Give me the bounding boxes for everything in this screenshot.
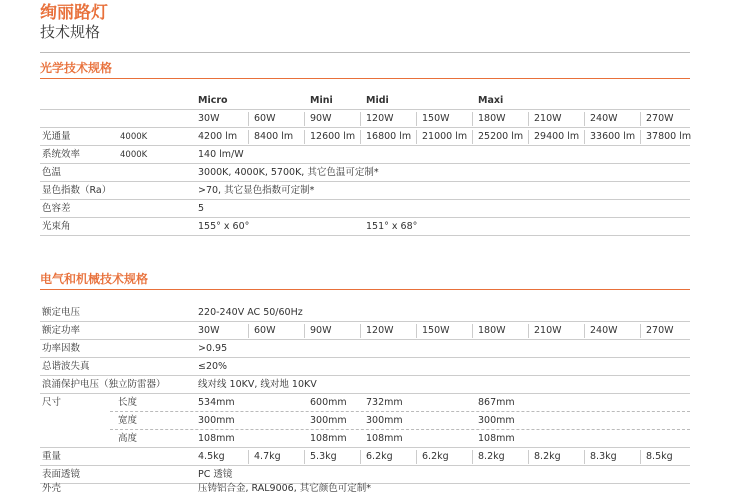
divider <box>304 450 305 464</box>
weight-60w: 4.7kg <box>254 451 281 462</box>
flux-condition: 4000K <box>120 132 148 142</box>
housing-row <box>40 480 690 498</box>
size-height-label: 高度 <box>118 433 138 444</box>
group-mini: Mini <box>310 95 333 106</box>
power-header-150w: 150W <box>422 113 450 124</box>
length-midi: 732mm <box>366 397 403 408</box>
surge-row <box>40 376 690 394</box>
divider <box>304 130 305 144</box>
cct-row <box>40 164 690 182</box>
divider <box>416 112 417 126</box>
thd-value: ≤20% <box>198 361 228 372</box>
divider <box>640 450 641 464</box>
divider <box>640 130 641 144</box>
page-subtitle: 技术规格 <box>40 23 101 41</box>
beam-angle-label: 光束角 <box>42 221 71 232</box>
weight-240w: 8.3kg <box>590 451 617 462</box>
power-header-180w: 180W <box>478 113 506 124</box>
weight-270w: 8.5kg <box>646 451 673 462</box>
lens-value: PC 透镜 <box>198 469 233 480</box>
voltage-value: 220-240V AC 50/60Hz <box>198 307 303 318</box>
power-header-120w: 120W <box>366 113 394 124</box>
divider <box>248 130 249 144</box>
power-factor-value: >0.95 <box>198 343 228 354</box>
size-length-label: 长度 <box>118 397 138 408</box>
power-factor-label: 功率因数 <box>42 343 81 354</box>
divider <box>472 112 473 126</box>
flux-30w: 4200 lm <box>198 131 238 142</box>
rated-power-row <box>40 322 690 340</box>
size-length-row <box>110 394 690 412</box>
voltage-row <box>40 304 690 322</box>
divider <box>304 324 305 338</box>
length-micro: 534mm <box>198 397 235 408</box>
rated-power-120w: 120W <box>366 325 394 336</box>
efficacy-label: 系统效率 <box>42 149 81 160</box>
height-maxi: 108mm <box>478 433 515 444</box>
sdcm-row <box>40 200 690 218</box>
cri-value: >70, 其它显色指数可定制* <box>198 185 315 196</box>
height-mini: 108mm <box>310 433 347 444</box>
divider <box>472 130 473 144</box>
cct-value: 3000K, 4000K, 5700K, 其它色温可定制* <box>198 167 379 178</box>
size-label: 尺寸 <box>42 397 62 408</box>
flux-240w: 33600 lm <box>590 131 636 142</box>
sdcm-label: 色容差 <box>42 203 71 214</box>
weight-30w: 4.5kg <box>198 451 225 462</box>
weight-90w: 5.3kg <box>310 451 337 462</box>
divider <box>248 450 249 464</box>
rated-power-label: 额定功率 <box>42 325 81 336</box>
rated-power-240w: 240W <box>590 325 618 336</box>
width-maxi: 300mm <box>478 415 515 426</box>
flux-180w: 25200 lm <box>478 131 524 142</box>
weight-row <box>40 448 690 466</box>
flux-row <box>40 128 690 146</box>
electrical-section-title: 电气和机械技术规格 <box>40 272 149 286</box>
beam-angle-midi-maxi: 151° x 68° <box>366 221 418 232</box>
width-mini: 300mm <box>310 415 347 426</box>
weight-120w: 6.2kg <box>366 451 393 462</box>
rated-power-90w: 90W <box>310 325 332 336</box>
group-midi: Midi <box>366 95 389 106</box>
rated-power-180w: 180W <box>478 325 506 336</box>
divider <box>360 112 361 126</box>
lens-label: 表面透镜 <box>42 469 81 480</box>
optical-power-row <box>40 110 690 128</box>
power-header-270w: 270W <box>646 113 674 124</box>
divider <box>416 324 417 338</box>
divider <box>304 112 305 126</box>
length-maxi: 867mm <box>478 397 515 408</box>
thd-label: 总谐波失真 <box>42 361 90 372</box>
width-midi: 300mm <box>366 415 403 426</box>
efficacy-condition: 4000K <box>120 150 148 160</box>
efficacy-row <box>40 146 690 164</box>
divider <box>528 450 529 464</box>
divider <box>640 112 641 126</box>
weight-180w: 8.2kg <box>478 451 505 462</box>
weight-label: 重量 <box>42 451 62 462</box>
flux-60w: 8400 lm <box>254 131 294 142</box>
group-micro: Micro <box>198 95 228 106</box>
cri-label: 显色指数（Ra） <box>42 185 112 196</box>
beam-angle-micro-mini: 155° x 60° <box>198 221 250 232</box>
divider <box>472 450 473 464</box>
divider <box>416 130 417 144</box>
height-midi: 108mm <box>366 433 403 444</box>
flux-270w: 37800 lm <box>646 131 692 142</box>
cri-row <box>40 182 690 200</box>
flux-150w: 21000 lm <box>422 131 468 142</box>
flux-120w: 16800 lm <box>366 131 412 142</box>
divider <box>472 324 473 338</box>
beam-angle-row <box>40 218 690 236</box>
optical-group-header-row <box>40 92 690 110</box>
size-height-row <box>40 430 690 448</box>
cct-label: 色温 <box>42 167 62 178</box>
power-header-240w: 240W <box>590 113 618 124</box>
divider <box>528 324 529 338</box>
electrical-section-rule <box>40 289 690 290</box>
divider <box>248 112 249 126</box>
thd-row <box>40 358 690 376</box>
divider <box>584 112 585 126</box>
power-factor-row <box>40 340 690 358</box>
page-title: 绚丽路灯 <box>40 3 108 23</box>
rated-power-60w: 60W <box>254 325 276 336</box>
flux-label: 光通量 <box>42 131 71 142</box>
surge-value: 线对线 10KV, 线对地 10KV <box>198 379 317 390</box>
divider <box>584 324 585 338</box>
divider <box>248 324 249 338</box>
housing-value: 压铸铝合金, RAL9006, 其它颜色可定制* <box>198 483 372 494</box>
divider <box>584 450 585 464</box>
optical-section-title: 光学技术规格 <box>40 61 113 75</box>
rated-power-270w: 270W <box>646 325 674 336</box>
rated-power-210w: 210W <box>534 325 562 336</box>
power-header-60w: 60W <box>254 113 276 124</box>
weight-210w: 8.2kg <box>534 451 561 462</box>
width-micro: 300mm <box>198 415 235 426</box>
flux-90w: 12600 lm <box>310 131 356 142</box>
length-mini: 600mm <box>310 397 347 408</box>
surge-label: 浪涌保护电压（独立防雷器） <box>42 379 166 390</box>
divider <box>528 112 529 126</box>
group-maxi: Maxi <box>478 95 504 106</box>
divider <box>360 324 361 338</box>
power-header-30w: 30W <box>198 113 220 124</box>
optical-section-rule <box>40 78 690 79</box>
size-width-row <box>110 412 690 430</box>
size-width-label: 宽度 <box>118 415 138 426</box>
power-header-90w: 90W <box>310 113 332 124</box>
rated-power-150w: 150W <box>422 325 450 336</box>
power-header-210w: 210W <box>534 113 562 124</box>
top-divider <box>40 52 690 53</box>
weight-150w: 6.2kg <box>422 451 449 462</box>
height-micro: 108mm <box>198 433 235 444</box>
divider <box>360 130 361 144</box>
rated-power-30w: 30W <box>198 325 220 336</box>
divider <box>584 130 585 144</box>
divider <box>360 450 361 464</box>
divider <box>528 130 529 144</box>
efficacy-value: 140 lm/W <box>198 149 244 160</box>
divider <box>416 450 417 464</box>
divider <box>640 324 641 338</box>
housing-label: 外壳 <box>42 483 62 494</box>
voltage-label: 额定电压 <box>42 307 81 318</box>
sdcm-value: 5 <box>198 203 205 214</box>
flux-210w: 29400 lm <box>534 131 580 142</box>
